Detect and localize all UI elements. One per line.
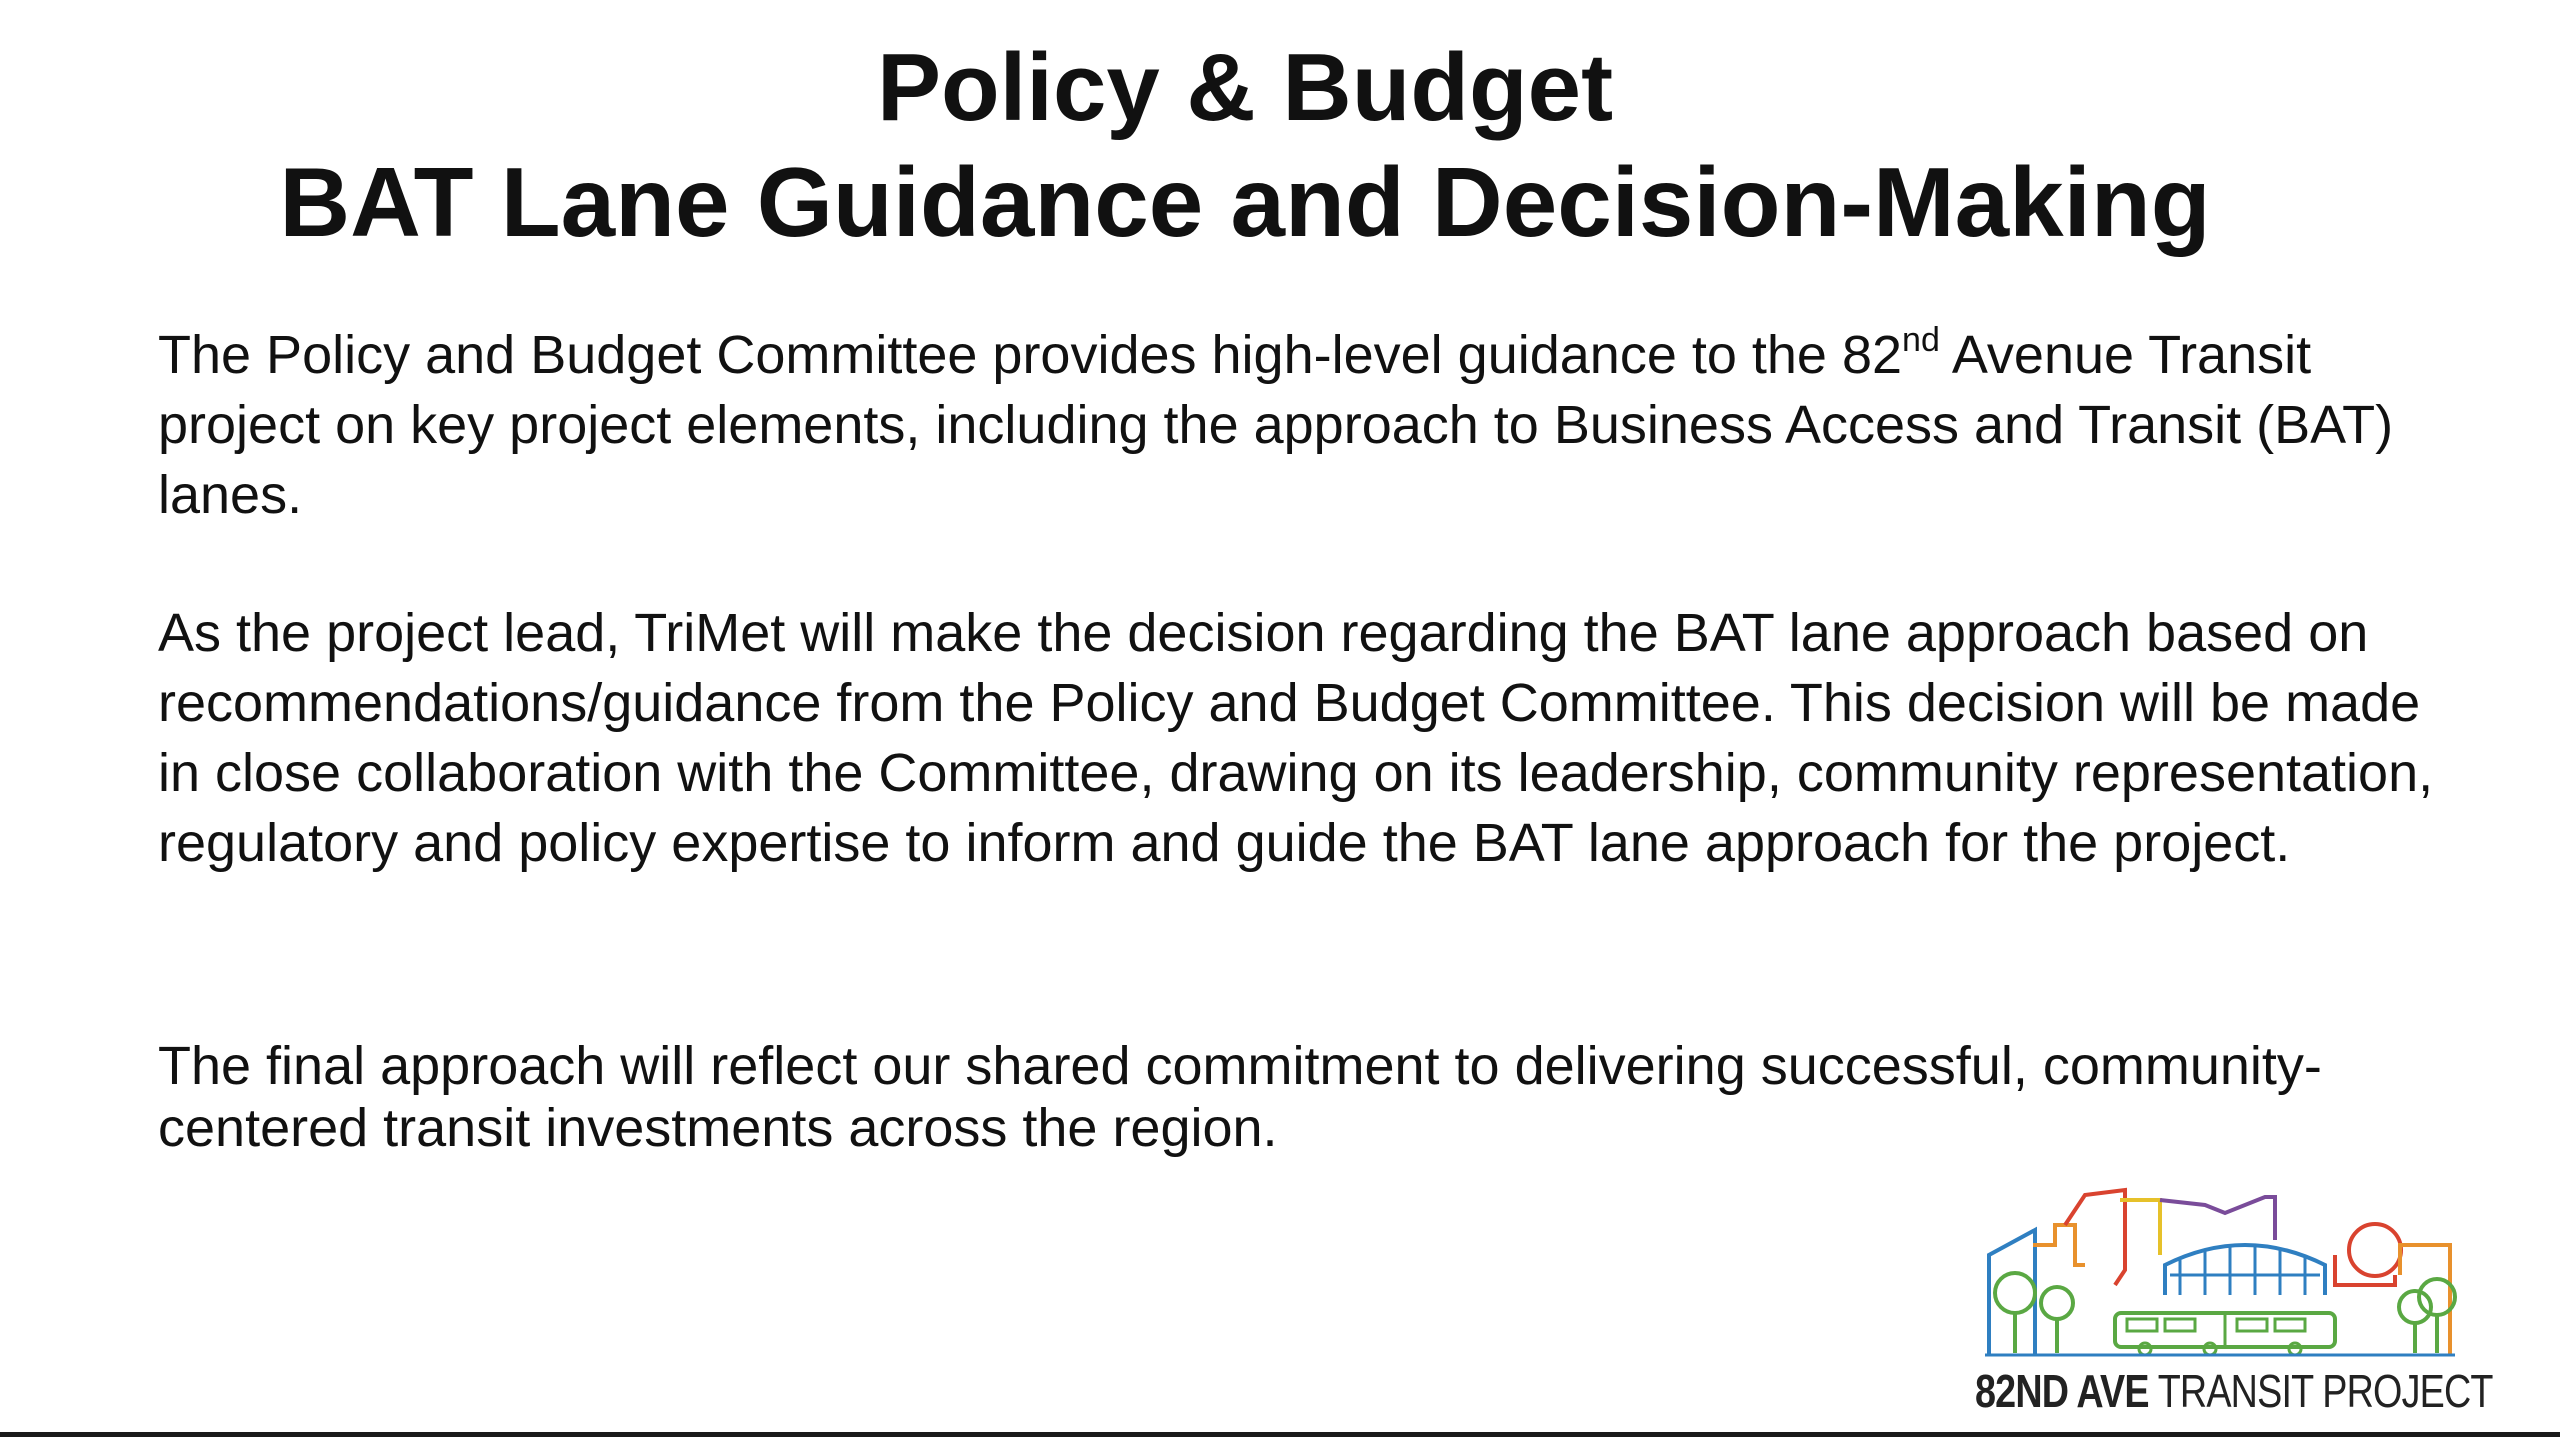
paragraph-1-text-start: The Policy and Budget Committee provides high-level guidance to the 82 bbox=[158, 325, 1903, 385]
paragraph-trimet-decision: As the project lead, TriMet will make the decision regarding the BAT lane approach based on recommendations/guidance from the Policy and Budget Committee. This decision will be made in close collaboration with the Committee, drawing on its leadership, community representation, regulatory and policy expertise to inform and guide the BAT lane approach for the project. bbox=[158, 603, 2434, 873]
city-skyline-with-bus-icon bbox=[1975, 1185, 2475, 1365]
slide-title bbox=[0, 30, 2490, 260]
paragraph-final-approach: The final approach will reflect our shared commitment to delivering successful, community-centered transit investments across the region. bbox=[158, 1036, 2322, 1158]
title-line-1: Policy & Budget bbox=[876, 34, 1614, 141]
bottom-edge bbox=[0, 1432, 2560, 1437]
logo-wordmark bbox=[1975, 1363, 2493, 1419]
title-line-2: BAT Lane Guidance and Decision-Making bbox=[279, 147, 2211, 257]
logo-text-regular: TRANSIT PROJECT bbox=[2148, 1365, 2493, 1417]
logo-text-bold: 82ND AVE bbox=[1975, 1365, 2149, 1417]
ordinal-superscript: nd bbox=[1902, 321, 1940, 359]
paragraph-1-text-end: Avenue Transit project on key project elements, including the approach to Business Access and Transit (BAT) lanes. bbox=[158, 325, 2394, 525]
paragraph-committee-guidance bbox=[158, 320, 2458, 530]
project-logo bbox=[1975, 1185, 2493, 1425]
